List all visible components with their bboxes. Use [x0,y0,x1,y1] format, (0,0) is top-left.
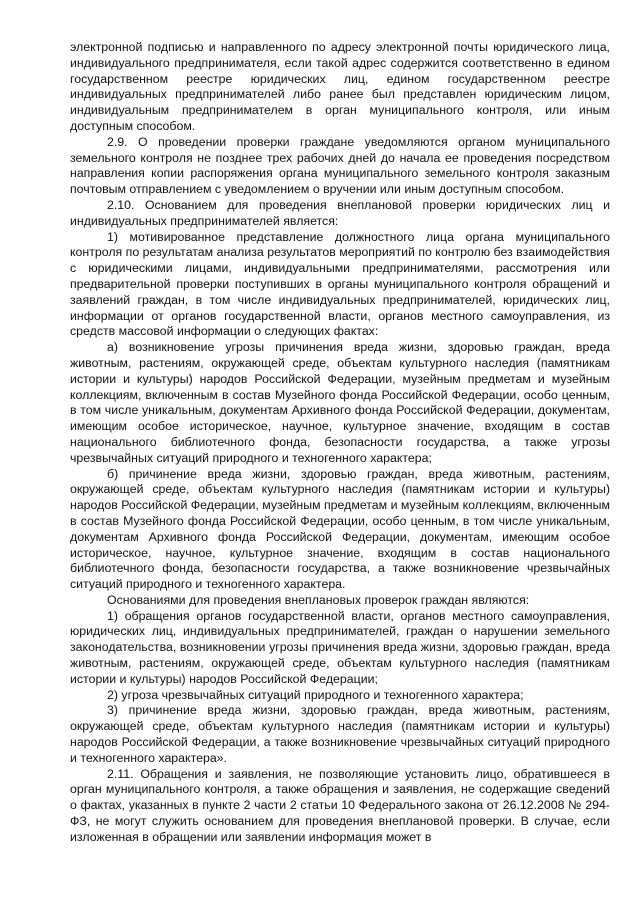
paragraph-2-10-grounds-heading: 2.10. Основанием для проведения внеплановой проверки юридических лиц и индивидуальных предпринимателей является: [70,197,610,228]
paragraph-ground-1-motivated-submission: 1) мотивированное представление должностного лица органа муниципального контроля по результатам анализа результатов мероприятий по контролю без взаимодействия с юридическими лицами, индивидуальными предпринимателями, рассмотрения или предварительной проверки поступивших в органы муниципального контроля обращений и заявлений граждан, в том числе индивидуальных предпринимателей, юридических лиц, информации от органов государственной власти, органов местного самоуправления, из средств массовой информации о следующих фактах: [70,229,610,339]
document-page [70,40,610,846]
paragraph-fact-a-threat-of-harm: а) возникновение угрозы причинения вреда жизни, здоровью граждан, вреда животным, растениям, окружающей среде, объектам культурного наследия (памятникам истории и культуры) народов Российской Федерации, музейным предметам и музейным коллекциям, включенным в состав Музейного фонда Российской Федерации, особо ценным, в том числе уникальным, документам Архивного фонда Российской Федерации, документам, имеющим особое историческое, научное, культурное значение, входящим в состав национального библиотечного фонда, безопасности государства, а также угрозы чрезвычайных ситуаций природного и техногенного характера; [70,340,610,465]
paragraph-2-9-citizen-notification: 2.9. О проведении проверки граждане уведомляются органом муниципального земельного контроля не позднее трех рабочих дней до начала ее проведения посредством направления копии распоряжения органа муниципального земельного контроля заказным почтовым отправлением с уведомлением о вручении или иным доступным способом. [70,134,610,197]
paragraph-fact-b-causing-harm: б) причинение вреда жизни, здоровью граждан, вреда животным, растениям, окружающей среде, объектам культурного наследия (памятникам истории и культуры) народов Российской Федерации, музейным предметам и музейным коллекциям, включенным в состав Музейного фонда Российской Федерации, особо ценным, в том числе уникальным, документам Архивного фонда Российской Федерации, документам, имеющим особое историческое, научное, культурное значение, входящим в состав национального библиотечного фонда, безопасности государства, а также возникновение чрезвычайных ситуаций природного и техногенного характера. [70,466,610,592]
paragraph-citizen-ground-2-emergency-threat: 2) угроза чрезвычайных ситуаций природного и техногенного характера; [107,687,524,702]
paragraph-electronic-signature-continued: электронной подписью и направленного по адресу электронной почты юридического лица, индивидуального предпринимателя, если такой адрес содержится соответственно в едином государственном реестре юридических лиц, едином государственном реестре индивидуальных предпринимателей либо ранее был представлен юридическим лицом, индивидуальным предпринимателем в орган муниципального контроля, или иным доступным способом. [70,40,610,133]
paragraph-citizen-grounds-heading: Основаниями для проведения внеплановых проверок граждан являются: [107,592,530,607]
paragraph-citizen-ground-3-harm: 3) причинение вреда жизни, здоровью граждан, вреда животным, растениям, окружающей среде, объектам культурного наследия (памятникам истории и культуры) народов Российской Федерации, а также возникновение чрезвычайных ситуаций природного и техногенного характера». [70,703,610,765]
paragraph-2-11-anonymous-appeals: 2.11. Обращения и заявления, не позволяющие установить лицо, обратившееся в орган муниципального контроля, а также обращения и заявления, не содержащие сведений о фактах, указанных в пункте 2 части 2 статьи 10 Федерального закона от 26.12.2008 № 294-ФЗ, не могут служить основанием для проведения внеплановой проверки. В случае, если изложенная в обращении или заявлении информация может в [70,766,610,844]
paragraph-citizen-ground-1-appeals: 1) обращения органов государственной власти, органов местного самоуправления, юридических лиц, индивидуальных предпринимателей, граждан о нарушении земельного законодательства, возникновении угрозы причинения вреда жизни, здоровью граждан, вреда животным, растениям, окружающей среде, объектам культурного наследия (памятникам истории и культуры) народов Российской Федерации; [70,608,610,686]
